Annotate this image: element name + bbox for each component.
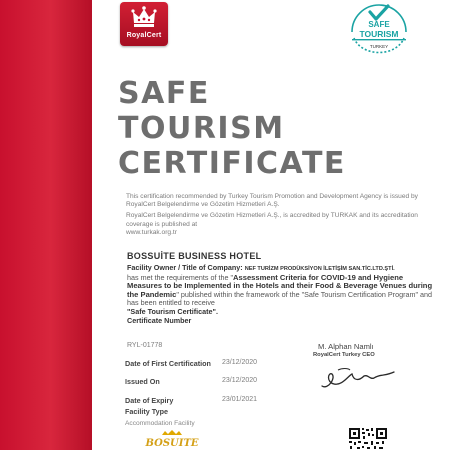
- royalcert-logo: [120, 2, 168, 46]
- body-part-2: " published within the framework of the "Safe Tourism Certification Program" and has been entitled to receive: [127, 289, 432, 308]
- title-line-1: SAFE: [118, 76, 210, 111]
- bossuite-logo-text: BOSUITE: [145, 438, 199, 449]
- owner-label: Facility Owner / Title of Company:: [127, 263, 243, 272]
- accreditation-url: www.turkak.org.tr: [126, 228, 177, 236]
- intro-paragraph-1: This certification recommended by Turkey Tourism Promotion and Development Agency is issued by RoyalCert Belgelendirme ve Gözetim Hizmetleri A.Ş.: [126, 193, 418, 209]
- expiry-value: 23/01/2021: [222, 396, 258, 403]
- check-icon: [370, 6, 388, 19]
- seal-country-text: TURKEY: [369, 44, 389, 49]
- hotel-name: BOSSUİTE BUSINESS HOTEL: [127, 251, 262, 261]
- certificate-body: [127, 264, 437, 325]
- certificate-number-label: Certificate Number: [127, 315, 192, 325]
- intro-text: [126, 193, 426, 240]
- qr-code-icon: [348, 427, 388, 450]
- crown-icon: [131, 5, 157, 29]
- owner-name: NEF TURİZM PRODÜKSİYON İLETİŞİM SAN.TİC.LTD.ŞTİ.: [244, 266, 395, 272]
- facility-type-value: Accommodation Facility: [125, 420, 195, 427]
- intro-paragraph-2-text: RoyalCert Belgelendirme ve Gözetim Hizmetleri A.Ş., is accredited by TURKAK and its accreditation coverage is published at: [126, 212, 418, 228]
- expiry-label: Date of Expiry: [125, 396, 174, 405]
- certificate-page: [92, 0, 450, 450]
- criteria-text: Assessment Criteria for COVID-19 and Hygiene Measures to be Implemented in the Hotels and their Food & Beverage Venues during the Pandemic: [127, 272, 433, 299]
- body-part-1: has met the requirements of the ": [127, 272, 234, 282]
- signature-icon: [318, 360, 398, 394]
- seal-top-text: SAFE: [368, 20, 390, 29]
- seal-bottom-text: TOURISM: [359, 29, 399, 39]
- certificate-number: RYL-01778: [127, 342, 163, 349]
- certificate-title: [118, 76, 346, 181]
- safe-tourism-seal: [344, 2, 414, 58]
- certificate-name: "Safe Tourism Certificate".: [127, 306, 218, 316]
- title-line-2: TOURISM: [118, 111, 285, 146]
- first-certification-label: Date of First Certification: [125, 359, 211, 368]
- intro-paragraph-2: [126, 212, 426, 237]
- facility-type-label: Facility Type: [125, 407, 169, 416]
- red-side-band: [0, 0, 92, 450]
- issued-on-value: 23/12/2020: [222, 377, 258, 384]
- bossuite-logo: [142, 429, 202, 450]
- title-line-3: CERTIFICATE: [118, 146, 346, 181]
- signer-name: M. Alphan Namlı: [318, 342, 374, 351]
- first-certification-value: 23/12/2020: [222, 359, 258, 366]
- signer-title: RoyalCert Turkey CEO: [313, 352, 375, 358]
- royalcert-logo-text: RoyalCert: [126, 32, 162, 39]
- issued-on-label: Issued On: [125, 377, 160, 386]
